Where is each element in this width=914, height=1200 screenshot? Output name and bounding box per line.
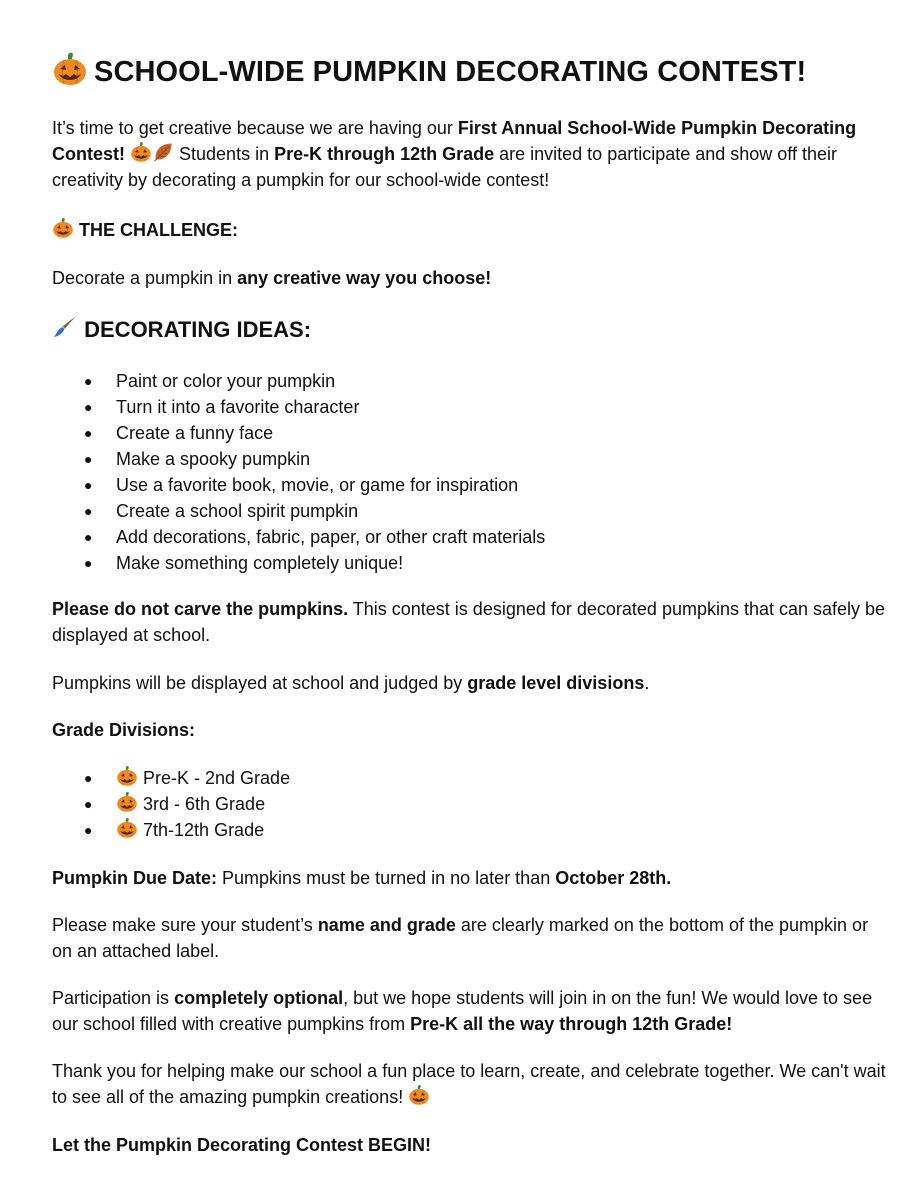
list-item: ● Paint or color your pumpkin [52,368,888,394]
challenge-heading [52,217,238,243]
participation-paragraph [52,985,888,1037]
challenge-paragraph [52,265,491,291]
participation-bold-1: completely optional [174,988,344,1008]
list-item: ● Use a favorite book, movie, or game for inspiration [52,472,888,498]
no-carve-paragraph [52,596,888,648]
intro-text-1: It’s time to get creative because we are having our [52,118,458,138]
list-item [52,817,888,843]
jack-o-lantern-icon [52,51,88,87]
challenge-text: Decorate a pumpkin in [52,268,238,288]
no-carve-text: This contest is designed for decorated pumpkins that can safely be displayed at school. [52,599,886,645]
label-text-2: are clearly marked on the bottom of the pumpkin or on an attached label. [52,915,869,961]
list-item: ● Add decorations, fabric, paper, or other craft materials [52,524,888,550]
list-item: ● Turn it into a favorite character [52,394,888,420]
closing-line [52,1132,431,1158]
judging-text-1: Pumpkins will be displayed at school and judged by [52,673,468,693]
division-label: Pre-K - 2nd Grade [143,768,291,788]
page-title [52,50,806,94]
participation-text-1: Participation is [52,988,175,1008]
jack-o-lantern-icon [408,1084,430,1106]
list-item: ● Create a funny face [52,420,888,446]
due-date-paragraph [52,865,671,891]
challenge-heading-text: THE CHALLENGE: [79,220,239,240]
divisions-list [52,765,888,843]
intro-text-2: Students in [174,144,275,164]
division-label: 3rd - 6th Grade [143,794,266,814]
jack-o-lantern-icon [130,141,152,163]
division-label: 7th-12th Grade [143,820,265,840]
due-date-label: Pumpkin Due Date: [52,868,218,888]
participation-text-2: , but we hope students will join in on the fun! We would love to see our school filled with creative pumpkins from [52,988,873,1034]
fallen-leaf-icon [152,141,174,163]
jack-o-lantern-icon [116,791,138,813]
label-bold: name and grade [317,915,456,935]
participation-bold-2: Pre-K all the way through 12th Grade! [410,1014,733,1034]
ideas-heading-text: DECORATING IDEAS: [84,317,312,342]
label-text-1: Please make sure your student’s [52,915,318,935]
intro-text-3: are invited to participate and show off their creativity by decorating a pumpkin for our school-wide contest! [52,144,837,190]
paintbrush-icon [52,314,78,340]
page-title-text: SCHOOL-WIDE PUMPKIN DECORATING CONTEST! [94,56,807,88]
divisions-heading: Grade Divisions: [52,720,196,740]
jack-o-lantern-icon [116,765,138,787]
closing-text: Let the Pumpkin Decorating Contest BEGIN! [52,1135,432,1155]
ideas-list [52,368,888,576]
thanks-text: Thank you for helping make our school a fun place to learn, create, and celebrate together. We can't wait to see all of the amazing pumpkin creations! [52,1061,886,1107]
judging-paragraph [52,670,649,696]
list-item [52,791,888,817]
challenge-bold: any creative way you choose! [237,268,492,288]
jack-o-lantern-icon [116,817,138,839]
due-date-text: Pumpkins must be turned in no later than [217,868,556,888]
no-carve-bold: Please do not carve the pumpkins. [52,599,349,619]
ideas-heading [52,314,311,345]
list-item: ● Make something completely unique! [52,550,888,576]
intro-bold-2: Pre-K through 12th Grade [274,144,495,164]
jack-o-lantern-icon [52,217,74,239]
judging-text-2: . [644,673,650,693]
thanks-paragraph [52,1058,888,1110]
list-item: ● Create a school spirit pumpkin [52,498,888,524]
judging-bold: grade level divisions [467,673,645,693]
due-date-value: October 28th. [555,868,672,888]
list-item: ● Make a spooky pumpkin [52,446,888,472]
intro-bold-1: First Annual School-Wide Pumpkin Decorating Contest! [52,118,857,164]
intro-paragraph [52,115,888,193]
label-paragraph [52,912,888,964]
list-item [52,765,888,791]
